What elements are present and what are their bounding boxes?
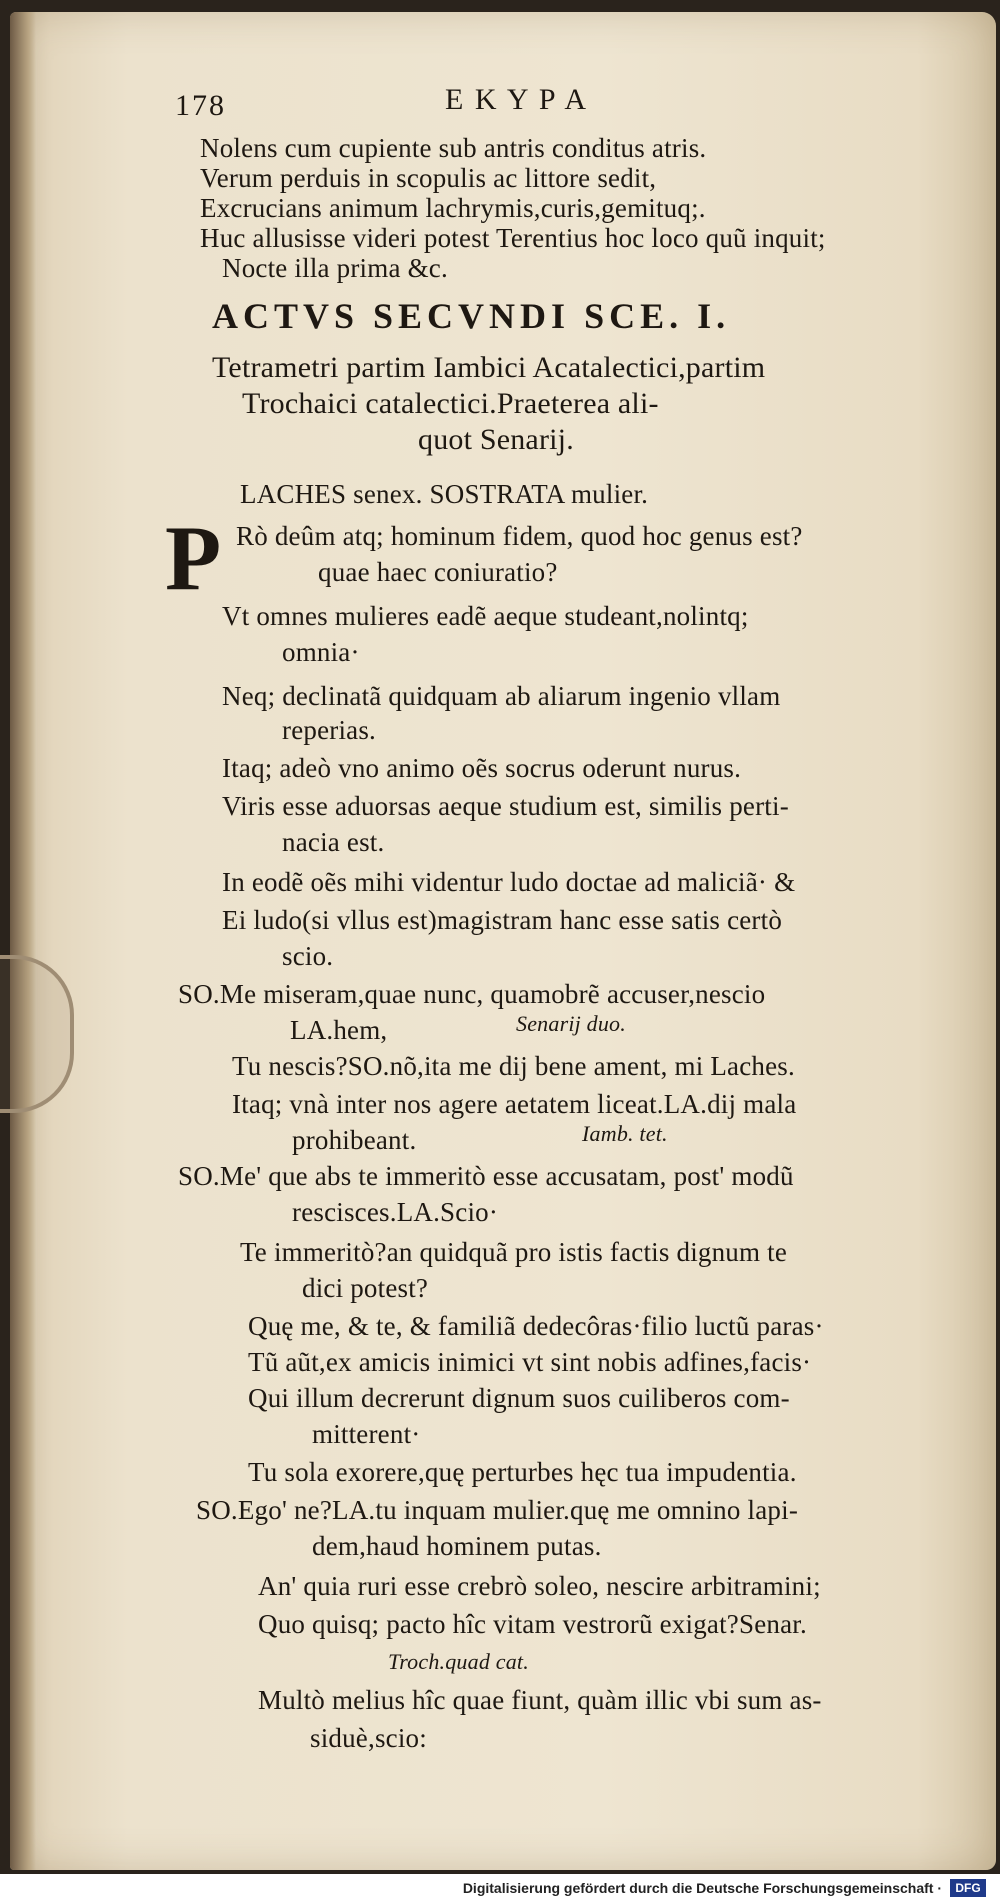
verse-line: prohibeant. bbox=[292, 1125, 417, 1155]
meter-note-line: Tetrametri partim Iambici Acatalectici,partim bbox=[212, 351, 766, 384]
verse-line: Tu nescis?SO.nõ,ita me dij bene ament, mi Laches. bbox=[232, 1051, 795, 1081]
dfg-logo: DFG bbox=[950, 1879, 986, 1897]
character-list: LACHES senex. SOSTRATA mulier. bbox=[240, 479, 649, 509]
verse-line: Quę me, & te, & familiã dedecôras·filio luctũ paras· bbox=[248, 1311, 824, 1341]
meter-gloss: Troch.quad cat. bbox=[388, 1649, 529, 1674]
verse-line: Rò deûm atq; hominum fidem, quod hoc genus est? bbox=[236, 521, 803, 551]
verse-line: nacia est. bbox=[282, 827, 385, 857]
verse-line: Quo quisq; pacto hîc vitam vestrorũ exigat?Senar. bbox=[258, 1609, 807, 1639]
verse-line: Ei ludo(si vllus est)magistram hanc esse satis certò bbox=[222, 905, 783, 935]
verse-line: scio. bbox=[282, 941, 334, 971]
verse-line: Itaq; vnà inter nos agere aetatem liceat.LA.dij mala bbox=[232, 1089, 797, 1119]
verse-line: reperias. bbox=[282, 715, 376, 745]
verse-line: SO.Me' que abs te immeritò esse accusatam, post' modũ bbox=[178, 1161, 794, 1191]
text-line: Huc allusisse videri potest Terentius hoc loco quũ inquit; bbox=[200, 223, 826, 253]
verse-line: mitterent· bbox=[312, 1419, 421, 1449]
verse-line: Tu sola exorere,quę perturbes hęc tua impudentia. bbox=[248, 1457, 797, 1487]
page-number: 178 bbox=[175, 89, 226, 122]
act-title: ACTVS SECVNDI SCE. I. bbox=[212, 296, 731, 336]
text-line: Verum perduis in scopulis ac littore sedit, bbox=[200, 163, 657, 193]
verse-line: Multò melius hîc quae fiunt, quàm illic vbi sum as- bbox=[258, 1685, 822, 1715]
meter-gloss: Senarij duo. bbox=[516, 1011, 626, 1036]
verse-line: dem,haud hominem putas. bbox=[312, 1531, 602, 1561]
verse-line: Tũ aũt,ex amicis inimici vt sint nobis adfines,facis· bbox=[248, 1347, 812, 1377]
verse-line: In eodẽ oẽs mihi videntur ludo doctae ad maliciã· & bbox=[222, 867, 796, 897]
meter-note-line: Trochaici catalectici.Praeterea ali- bbox=[242, 387, 659, 420]
verse-line: SO.Me miseram,quae nunc, quamobrẽ accuser,nescio bbox=[178, 979, 766, 1009]
verse-line: rescisces.LA.Scio· bbox=[292, 1197, 499, 1227]
verse-line: quae haec coniuratio? bbox=[318, 557, 558, 587]
verse-line: Vt omnes mulieres eadẽ aeque studeant,nolintq; bbox=[222, 601, 749, 631]
drop-cap: P bbox=[165, 507, 222, 609]
text-line: Nocte illa prima &c. bbox=[222, 253, 448, 283]
verse-line: Itaq; adeò vno animo oẽs socrus oderunt nurus. bbox=[222, 753, 742, 783]
verse-line: An' quia ruri esse crebrò soleo, nescire arbitramini; bbox=[258, 1571, 821, 1601]
meter-note-line: quot Senarij. bbox=[418, 423, 574, 456]
meter-gloss: Iamb. tet. bbox=[582, 1121, 668, 1146]
footer-credit: Digitalisierung gefördert durch die Deutsche Forschungsgemeinschaft · bbox=[462, 1880, 942, 1896]
verse-line: LA.hem, bbox=[290, 1015, 388, 1045]
verse-line: SO.Ego' ne?LA.tu inquam mulier.quę me omnino lapi- bbox=[196, 1495, 799, 1525]
verse-line: Viris esse aduorsas aeque studium est, similis perti- bbox=[222, 791, 789, 821]
verse-line: siduè,scio: bbox=[310, 1723, 427, 1753]
verse-line: Te immeritò?an quidquã pro istis factis dignum te bbox=[240, 1237, 788, 1267]
text-line: Nolens cum cupiente sub antris conditus atris. bbox=[200, 133, 707, 163]
text-line: Excrucians animum lachrymis,curis,gemituq;. bbox=[200, 193, 706, 223]
verse-line: Qui illum decrerunt dignum suos cuiliberos com- bbox=[248, 1383, 790, 1413]
verse-line: omnia· bbox=[282, 637, 360, 667]
digitization-footer bbox=[0, 1874, 1000, 1902]
running-head: E K Y P A bbox=[445, 83, 589, 116]
verse-line: Neq; declinatã quidquam ab aliarum ingenio vllam bbox=[222, 681, 781, 711]
verse-line: dici potest? bbox=[302, 1273, 429, 1303]
